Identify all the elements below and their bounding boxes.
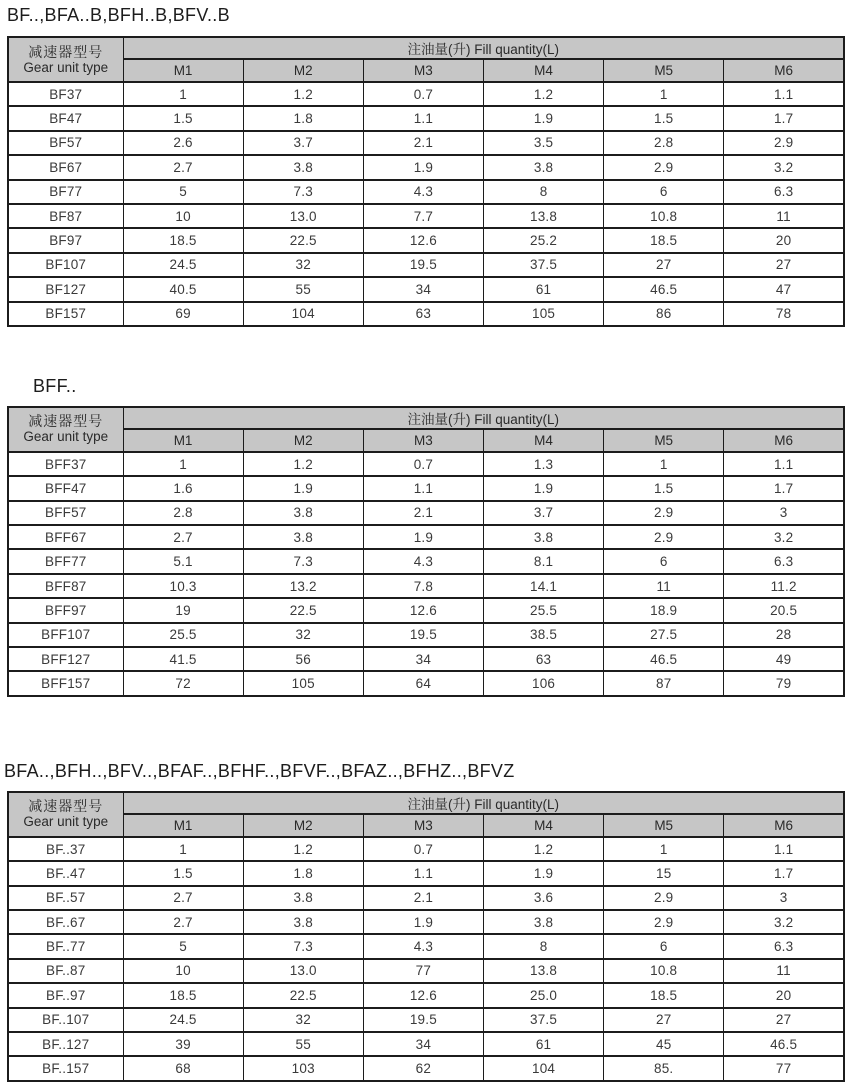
fill-value-cell: 11.2 bbox=[724, 574, 844, 598]
fill-value-cell: 68 bbox=[123, 1056, 243, 1080]
fill-value-cell: 63 bbox=[363, 302, 483, 326]
fill-value-cell: 1.1 bbox=[363, 861, 483, 885]
fill-value-cell: 27.5 bbox=[604, 623, 724, 647]
fill-value-cell: 5 bbox=[123, 180, 243, 204]
fill-quantity-section-1 bbox=[7, 5, 845, 327]
gear-model-cell: BF97 bbox=[8, 228, 123, 252]
gear-model-cell: BF..107 bbox=[8, 1008, 123, 1032]
gear-unit-type-label-en: Gear unit type bbox=[23, 814, 109, 830]
fill-quantity-header: 注油量(升) Fill quantity(L) bbox=[123, 37, 844, 59]
fill-value-cell: 32 bbox=[243, 623, 363, 647]
table-row bbox=[8, 452, 844, 476]
gear-unit-type-header bbox=[8, 37, 123, 82]
fill-value-cell: 1 bbox=[604, 82, 724, 106]
table-row bbox=[8, 959, 844, 983]
fill-value-cell: 1 bbox=[604, 452, 724, 476]
fill-quantity-section-2 bbox=[7, 376, 845, 697]
fill-value-cell: 10.8 bbox=[604, 959, 724, 983]
fill-value-cell: 22.5 bbox=[243, 598, 363, 622]
fill-value-cell: 1.5 bbox=[123, 861, 243, 885]
fill-value-cell: 18.5 bbox=[604, 983, 724, 1007]
fill-value-cell: 7.3 bbox=[243, 549, 363, 573]
fill-value-cell: 1.7 bbox=[724, 106, 844, 130]
table-row bbox=[8, 277, 844, 301]
fill-value-cell: 8.1 bbox=[483, 549, 603, 573]
table-row bbox=[8, 131, 844, 155]
fill-value-cell: 6.3 bbox=[724, 549, 844, 573]
column-header-m3: M3 bbox=[363, 59, 483, 82]
column-header-m1: M1 bbox=[123, 814, 243, 837]
fill-value-cell: 20 bbox=[724, 228, 844, 252]
fill-value-cell: 5 bbox=[123, 934, 243, 958]
fill-value-cell: 2.7 bbox=[123, 910, 243, 934]
gear-model-cell: BF47 bbox=[8, 106, 123, 130]
fill-value-cell: 1.2 bbox=[243, 837, 363, 861]
table-row bbox=[8, 476, 844, 500]
fill-value-cell: 10.3 bbox=[123, 574, 243, 598]
fill-value-cell: 1.8 bbox=[243, 106, 363, 130]
fill-value-cell: 1.1 bbox=[724, 82, 844, 106]
fill-value-cell: 32 bbox=[243, 253, 363, 277]
fill-value-cell: 1.1 bbox=[363, 106, 483, 130]
table-row bbox=[8, 501, 844, 525]
fill-value-cell: 7.3 bbox=[243, 934, 363, 958]
fill-value-cell: 77 bbox=[363, 959, 483, 983]
fill-quantity-table bbox=[7, 36, 845, 327]
gear-unit-type-label-zh: 减速器型号 bbox=[28, 43, 104, 60]
fill-value-cell: 15 bbox=[604, 861, 724, 885]
fill-value-cell: 13.0 bbox=[243, 204, 363, 228]
table-row bbox=[8, 204, 844, 228]
fill-value-cell: 1.9 bbox=[483, 106, 603, 130]
fill-value-cell: 1.3 bbox=[483, 452, 603, 476]
fill-value-cell: 4.3 bbox=[363, 180, 483, 204]
gear-model-cell: BF87 bbox=[8, 204, 123, 228]
fill-value-cell: 47 bbox=[724, 277, 844, 301]
fill-value-cell: 3.2 bbox=[724, 910, 844, 934]
fill-value-cell: 19 bbox=[123, 598, 243, 622]
fill-value-cell: 1.5 bbox=[604, 476, 724, 500]
fill-value-cell: 61 bbox=[483, 277, 603, 301]
fill-value-cell: 85. bbox=[604, 1056, 724, 1080]
fill-value-cell: 2.6 bbox=[123, 131, 243, 155]
gear-model-cell: BF..57 bbox=[8, 886, 123, 910]
fill-value-cell: 86 bbox=[604, 302, 724, 326]
fill-value-cell: 3.8 bbox=[483, 910, 603, 934]
gear-model-cell: BF67 bbox=[8, 155, 123, 179]
gear-unit-type-header bbox=[8, 407, 123, 452]
fill-value-cell: 27 bbox=[604, 253, 724, 277]
fill-value-cell: 103 bbox=[243, 1056, 363, 1080]
gear-model-cell: BFF97 bbox=[8, 598, 123, 622]
fill-value-cell: 1 bbox=[123, 452, 243, 476]
fill-value-cell: 0.7 bbox=[363, 452, 483, 476]
table-row bbox=[8, 623, 844, 647]
fill-quantity-section-3 bbox=[4, 760, 845, 1082]
fill-quantity-table bbox=[7, 791, 845, 1082]
gear-model-cell: BF127 bbox=[8, 277, 123, 301]
fill-value-cell: 19.5 bbox=[363, 253, 483, 277]
fill-value-cell: 38.5 bbox=[483, 623, 603, 647]
fill-value-cell: 1.9 bbox=[363, 910, 483, 934]
fill-value-cell: 49 bbox=[724, 647, 844, 671]
fill-value-cell: 45 bbox=[604, 1032, 724, 1056]
column-header-m5: M5 bbox=[604, 429, 724, 452]
fill-value-cell: 5.1 bbox=[123, 549, 243, 573]
fill-value-cell: 1.1 bbox=[724, 837, 844, 861]
fill-value-cell: 1.9 bbox=[363, 155, 483, 179]
fill-value-cell: 1.5 bbox=[123, 106, 243, 130]
gear-model-cell: BF..97 bbox=[8, 983, 123, 1007]
table-row bbox=[8, 228, 844, 252]
fill-value-cell: 55 bbox=[243, 277, 363, 301]
gear-model-cell: BF..47 bbox=[8, 861, 123, 885]
fill-value-cell: 3.8 bbox=[243, 155, 363, 179]
fill-value-cell: 77 bbox=[724, 1056, 844, 1080]
fill-value-cell: 27 bbox=[724, 1008, 844, 1032]
fill-value-cell: 1.2 bbox=[483, 837, 603, 861]
fill-value-cell: 104 bbox=[483, 1056, 603, 1080]
fill-value-cell: 106 bbox=[483, 671, 603, 695]
fill-value-cell: 8 bbox=[483, 180, 603, 204]
fill-value-cell: 3.8 bbox=[243, 886, 363, 910]
fill-value-cell: 24.5 bbox=[123, 253, 243, 277]
table-row bbox=[8, 1008, 844, 1032]
table-row bbox=[8, 549, 844, 573]
column-header-m4: M4 bbox=[483, 814, 603, 837]
column-header-m6: M6 bbox=[724, 814, 844, 837]
fill-value-cell: 55 bbox=[243, 1032, 363, 1056]
fill-value-cell: 41.5 bbox=[123, 647, 243, 671]
fill-value-cell: 0.7 bbox=[363, 837, 483, 861]
fill-value-cell: 14.1 bbox=[483, 574, 603, 598]
column-header-m4: M4 bbox=[483, 59, 603, 82]
table-row bbox=[8, 574, 844, 598]
fill-value-cell: 18.5 bbox=[123, 983, 243, 1007]
gear-unit-type-label-zh: 减速器型号 bbox=[28, 798, 104, 815]
fill-value-cell: 1 bbox=[604, 837, 724, 861]
fill-value-cell: 22.5 bbox=[243, 983, 363, 1007]
fill-value-cell: 79 bbox=[724, 671, 844, 695]
table-row bbox=[8, 598, 844, 622]
table-title: BFA..,BFH..,BFV..,BFAF..,BFHF..,BFVF..,BFAZ..,BFHZ..,BFVZ bbox=[4, 760, 515, 781]
fill-value-cell: 20.5 bbox=[724, 598, 844, 622]
gear-model-cell: BFF67 bbox=[8, 525, 123, 549]
table-row bbox=[8, 1032, 844, 1056]
fill-value-cell: 19.5 bbox=[363, 623, 483, 647]
fill-value-cell: 69 bbox=[123, 302, 243, 326]
gear-model-cell: BF..37 bbox=[8, 837, 123, 861]
fill-value-cell: 8 bbox=[483, 934, 603, 958]
gear-model-cell: BFF107 bbox=[8, 623, 123, 647]
table-row bbox=[8, 180, 844, 204]
fill-value-cell: 1.9 bbox=[243, 476, 363, 500]
fill-value-cell: 64 bbox=[363, 671, 483, 695]
column-header-m2: M2 bbox=[243, 59, 363, 82]
column-header-m2: M2 bbox=[243, 429, 363, 452]
gear-model-cell: BF57 bbox=[8, 131, 123, 155]
fill-value-cell: 3 bbox=[724, 501, 844, 525]
fill-value-cell: 2.9 bbox=[604, 910, 724, 934]
fill-value-cell: 2.1 bbox=[363, 131, 483, 155]
fill-value-cell: 37.5 bbox=[483, 253, 603, 277]
fill-value-cell: 87 bbox=[604, 671, 724, 695]
fill-value-cell: 46.5 bbox=[604, 647, 724, 671]
table-row bbox=[8, 1056, 844, 1080]
fill-value-cell: 6.3 bbox=[724, 180, 844, 204]
fill-value-cell: 12.6 bbox=[363, 983, 483, 1007]
fill-value-cell: 12.6 bbox=[363, 228, 483, 252]
fill-value-cell: 3.8 bbox=[243, 525, 363, 549]
table-row bbox=[8, 861, 844, 885]
table-row bbox=[8, 82, 844, 106]
gear-model-cell: BFF127 bbox=[8, 647, 123, 671]
gear-unit-type-label-en: Gear unit type bbox=[23, 429, 109, 445]
fill-value-cell: 3.8 bbox=[483, 525, 603, 549]
fill-value-cell: 18.5 bbox=[123, 228, 243, 252]
fill-value-cell: 62 bbox=[363, 1056, 483, 1080]
fill-value-cell: 1.1 bbox=[724, 452, 844, 476]
fill-value-cell: 7.3 bbox=[243, 180, 363, 204]
fill-value-cell: 56 bbox=[243, 647, 363, 671]
fill-value-cell: 1.7 bbox=[724, 476, 844, 500]
fill-value-cell: 2.8 bbox=[123, 501, 243, 525]
fill-value-cell: 78 bbox=[724, 302, 844, 326]
gear-model-cell: BFF77 bbox=[8, 549, 123, 573]
fill-value-cell: 39 bbox=[123, 1032, 243, 1056]
column-header-m3: M3 bbox=[363, 429, 483, 452]
fill-value-cell: 24.5 bbox=[123, 1008, 243, 1032]
table-row bbox=[8, 983, 844, 1007]
fill-value-cell: 10 bbox=[123, 959, 243, 983]
fill-value-cell: 1.5 bbox=[604, 106, 724, 130]
table-row bbox=[8, 671, 844, 695]
fill-value-cell: 1 bbox=[123, 82, 243, 106]
fill-value-cell: 1.7 bbox=[724, 861, 844, 885]
fill-value-cell: 1.8 bbox=[243, 861, 363, 885]
fill-value-cell: 61 bbox=[483, 1032, 603, 1056]
fill-value-cell: 105 bbox=[483, 302, 603, 326]
column-header-m1: M1 bbox=[123, 429, 243, 452]
table-row bbox=[8, 155, 844, 179]
fill-value-cell: 4.3 bbox=[363, 549, 483, 573]
gear-model-cell: BF..157 bbox=[8, 1056, 123, 1080]
table-row bbox=[8, 302, 844, 326]
gear-unit-type-label-en: Gear unit type bbox=[23, 59, 109, 75]
fill-value-cell: 25.0 bbox=[483, 983, 603, 1007]
table-row bbox=[8, 886, 844, 910]
column-header-m6: M6 bbox=[724, 59, 844, 82]
table-row bbox=[8, 525, 844, 549]
fill-value-cell: 1.2 bbox=[243, 82, 363, 106]
fill-value-cell: 6 bbox=[604, 180, 724, 204]
fill-value-cell: 10.8 bbox=[604, 204, 724, 228]
fill-value-cell: 25.2 bbox=[483, 228, 603, 252]
fill-value-cell: 27 bbox=[724, 253, 844, 277]
gear-unit-type-label-zh: 减速器型号 bbox=[28, 413, 104, 430]
gear-model-cell: BF..67 bbox=[8, 910, 123, 934]
fill-value-cell: 18.5 bbox=[604, 228, 724, 252]
fill-value-cell: 37.5 bbox=[483, 1008, 603, 1032]
fill-value-cell: 2.9 bbox=[604, 501, 724, 525]
fill-value-cell: 40.5 bbox=[123, 277, 243, 301]
fill-value-cell: 7.8 bbox=[363, 574, 483, 598]
fill-value-cell: 12.6 bbox=[363, 598, 483, 622]
fill-value-cell: 2.8 bbox=[604, 131, 724, 155]
fill-value-cell: 2.7 bbox=[123, 886, 243, 910]
fill-value-cell: 10 bbox=[123, 204, 243, 228]
fill-value-cell: 6.3 bbox=[724, 934, 844, 958]
fill-value-cell: 104 bbox=[243, 302, 363, 326]
fill-value-cell: 27 bbox=[604, 1008, 724, 1032]
fill-value-cell: 13.0 bbox=[243, 959, 363, 983]
column-header-m4: M4 bbox=[483, 429, 603, 452]
fill-value-cell: 105 bbox=[243, 671, 363, 695]
fill-value-cell: 3.5 bbox=[483, 131, 603, 155]
fill-value-cell: 2.1 bbox=[363, 886, 483, 910]
fill-value-cell: 3 bbox=[724, 886, 844, 910]
gear-model-cell: BF77 bbox=[8, 180, 123, 204]
gear-model-cell: BFF57 bbox=[8, 501, 123, 525]
column-header-m5: M5 bbox=[604, 814, 724, 837]
column-header-m2: M2 bbox=[243, 814, 363, 837]
fill-value-cell: 1.9 bbox=[363, 525, 483, 549]
fill-value-cell: 3.2 bbox=[724, 155, 844, 179]
fill-value-cell: 2.7 bbox=[123, 525, 243, 549]
table-row bbox=[8, 837, 844, 861]
gear-model-cell: BFF47 bbox=[8, 476, 123, 500]
fill-value-cell: 3.6 bbox=[483, 886, 603, 910]
table-row bbox=[8, 910, 844, 934]
fill-quantity-header: 注油量(升) Fill quantity(L) bbox=[123, 792, 844, 814]
fill-value-cell: 1.9 bbox=[483, 861, 603, 885]
fill-value-cell: 25.5 bbox=[123, 623, 243, 647]
table-row bbox=[8, 647, 844, 671]
fill-value-cell: 1.6 bbox=[123, 476, 243, 500]
fill-value-cell: 11 bbox=[724, 959, 844, 983]
table-title: BFF.. bbox=[33, 375, 77, 396]
fill-value-cell: 11 bbox=[604, 574, 724, 598]
fill-quantity-table bbox=[7, 406, 845, 697]
fill-value-cell: 34 bbox=[363, 1032, 483, 1056]
fill-value-cell: 2.9 bbox=[724, 131, 844, 155]
fill-value-cell: 2.9 bbox=[604, 525, 724, 549]
gear-model-cell: BF37 bbox=[8, 82, 123, 106]
fill-value-cell: 22.5 bbox=[243, 228, 363, 252]
fill-value-cell: 1.2 bbox=[483, 82, 603, 106]
fill-value-cell: 11 bbox=[724, 204, 844, 228]
fill-value-cell: 13.2 bbox=[243, 574, 363, 598]
table-row bbox=[8, 106, 844, 130]
column-header-m5: M5 bbox=[604, 59, 724, 82]
fill-value-cell: 3.8 bbox=[243, 501, 363, 525]
fill-value-cell: 28 bbox=[724, 623, 844, 647]
fill-value-cell: 3.2 bbox=[724, 525, 844, 549]
fill-value-cell: 1 bbox=[123, 837, 243, 861]
fill-value-cell: 7.7 bbox=[363, 204, 483, 228]
fill-value-cell: 2.1 bbox=[363, 501, 483, 525]
fill-value-cell: 6 bbox=[604, 549, 724, 573]
fill-value-cell: 72 bbox=[123, 671, 243, 695]
fill-value-cell: 34 bbox=[363, 277, 483, 301]
fill-value-cell: 2.7 bbox=[123, 155, 243, 179]
fill-value-cell: 25.5 bbox=[483, 598, 603, 622]
fill-value-cell: 13.8 bbox=[483, 204, 603, 228]
fill-value-cell: 18.9 bbox=[604, 598, 724, 622]
fill-value-cell: 3.7 bbox=[243, 131, 363, 155]
fill-value-cell: 32 bbox=[243, 1008, 363, 1032]
fill-value-cell: 46.5 bbox=[604, 277, 724, 301]
fill-value-cell: 19.5 bbox=[363, 1008, 483, 1032]
gear-model-cell: BF..77 bbox=[8, 934, 123, 958]
gear-model-cell: BFF87 bbox=[8, 574, 123, 598]
fill-value-cell: 3.8 bbox=[483, 155, 603, 179]
gear-unit-type-header bbox=[8, 792, 123, 837]
gear-model-cell: BF157 bbox=[8, 302, 123, 326]
fill-value-cell: 1.9 bbox=[483, 476, 603, 500]
table-title: BF..,BFA..B,BFH..B,BFV..B bbox=[7, 5, 230, 25]
fill-value-cell: 4.3 bbox=[363, 934, 483, 958]
fill-value-cell: 3.7 bbox=[483, 501, 603, 525]
column-header-m1: M1 bbox=[123, 59, 243, 82]
gear-model-cell: BFF37 bbox=[8, 452, 123, 476]
gear-model-cell: BF..127 bbox=[8, 1032, 123, 1056]
column-header-m3: M3 bbox=[363, 814, 483, 837]
fill-value-cell: 0.7 bbox=[363, 82, 483, 106]
fill-value-cell: 1.1 bbox=[363, 476, 483, 500]
fill-value-cell: 1.2 bbox=[243, 452, 363, 476]
gear-model-cell: BF..87 bbox=[8, 959, 123, 983]
fill-value-cell: 13.8 bbox=[483, 959, 603, 983]
fill-value-cell: 20 bbox=[724, 983, 844, 1007]
fill-value-cell: 3.8 bbox=[243, 910, 363, 934]
table-row bbox=[8, 253, 844, 277]
gear-model-cell: BFF157 bbox=[8, 671, 123, 695]
table-row bbox=[8, 934, 844, 958]
fill-value-cell: 2.9 bbox=[604, 155, 724, 179]
fill-value-cell: 6 bbox=[604, 934, 724, 958]
gear-model-cell: BF107 bbox=[8, 253, 123, 277]
fill-value-cell: 2.9 bbox=[604, 886, 724, 910]
fill-value-cell: 34 bbox=[363, 647, 483, 671]
fill-quantity-header: 注油量(升) Fill quantity(L) bbox=[123, 407, 844, 429]
fill-value-cell: 63 bbox=[483, 647, 603, 671]
fill-value-cell: 46.5 bbox=[724, 1032, 844, 1056]
column-header-m6: M6 bbox=[724, 429, 844, 452]
